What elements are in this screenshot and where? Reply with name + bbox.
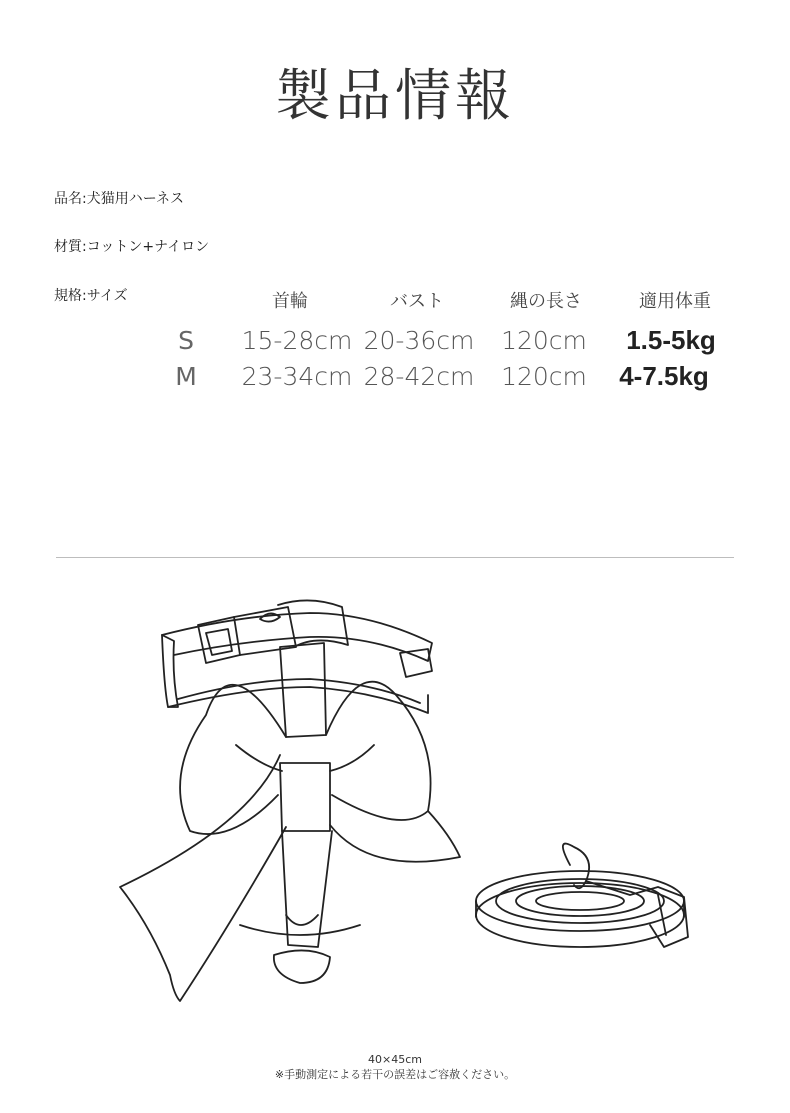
spec-label: 規格:サイズ	[54, 288, 128, 304]
collar-drawing	[162, 600, 432, 713]
row-size: M	[175, 362, 197, 391]
header-weight: 適用体重	[639, 291, 711, 312]
material: 材質:コットン+ナイロン	[54, 239, 210, 255]
disclaimer-note: ※手動測定による若干の誤差はご容赦ください。	[274, 1068, 516, 1081]
dimension-note: 40×45cm	[368, 1053, 422, 1066]
row-neck: 15-28cm	[241, 326, 353, 355]
page-title: 製品情報	[275, 64, 515, 129]
header-leash: 縄の長さ	[510, 291, 582, 312]
header-neck: 首輪	[272, 291, 308, 312]
header-bust: バスト	[390, 291, 444, 312]
product-name: 品名:犬猫用ハーネス	[54, 191, 185, 207]
bow-drawing	[120, 643, 460, 1001]
harness-illustration	[110, 595, 720, 1025]
row-bust: 20-36cm	[363, 326, 475, 355]
leash-drawing	[476, 844, 688, 947]
row-neck: 23-34cm	[241, 362, 353, 391]
divider	[56, 557, 734, 558]
row-size: S	[178, 326, 194, 355]
row-weight: 4-7.5kg	[619, 361, 709, 391]
row-weight: 1.5-5kg	[626, 325, 716, 355]
row-leash: 120cm	[501, 362, 587, 391]
row-bust: 28-42cm	[363, 362, 475, 391]
row-leash: 120cm	[501, 326, 587, 355]
